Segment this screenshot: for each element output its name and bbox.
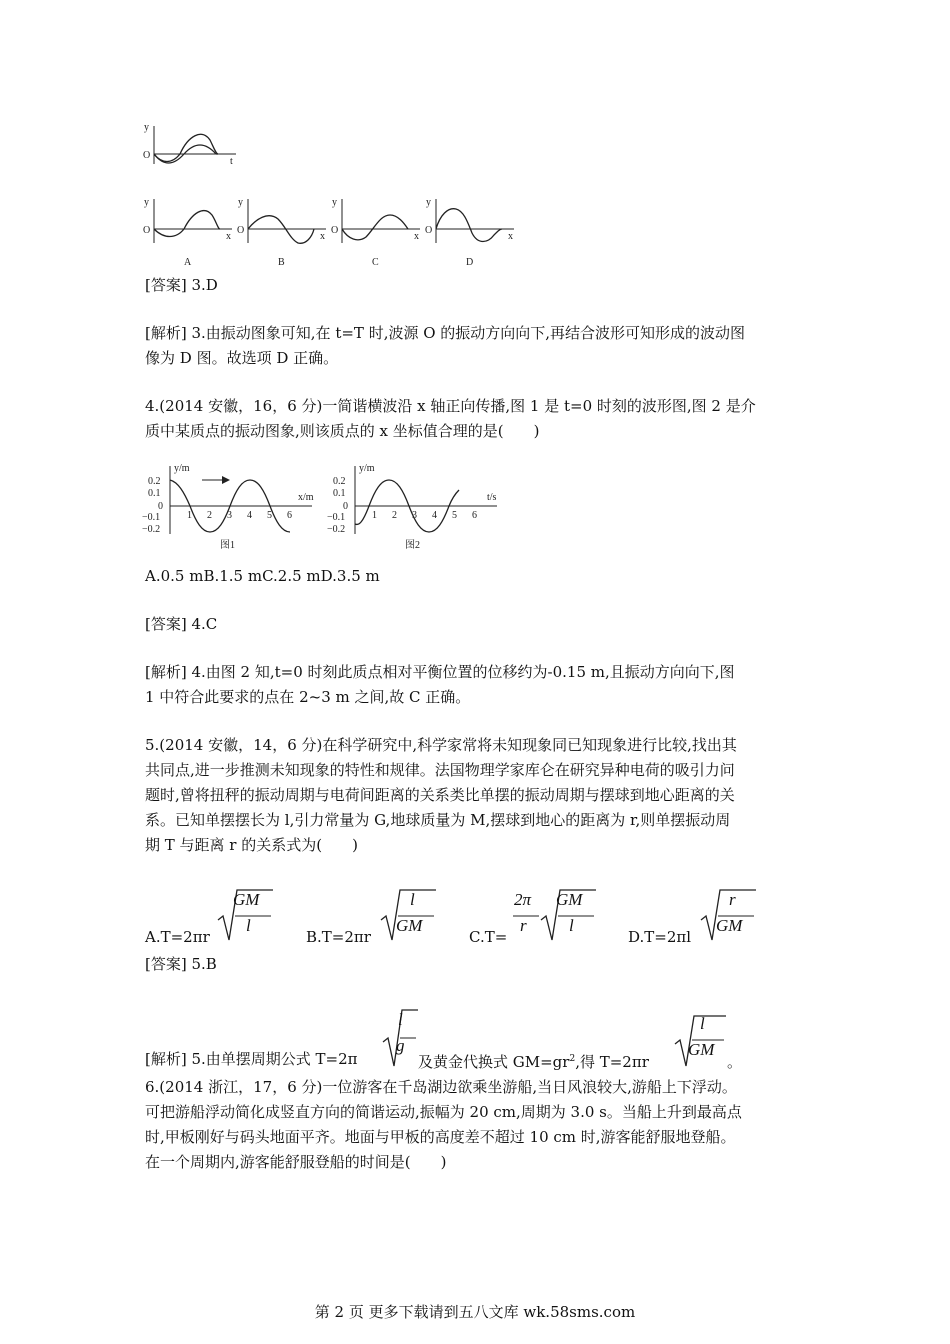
axis-label: x: [226, 231, 231, 242]
q4-stem-line1: 4.(2014 安徽，16，6 分)一简谐横波沿 x 轴正向传播,图 1 是 t=0 时刻的波形图,图 2 是介: [145, 397, 756, 415]
q3-fig-a: [143, 197, 232, 268]
x-tick: 6: [287, 510, 292, 521]
y-tick: −0.2: [142, 524, 161, 535]
option-label: D: [466, 257, 474, 268]
q4-figure-2: [325, 462, 505, 552]
y-tick: 0.2: [148, 476, 161, 487]
option-label: A: [184, 257, 192, 268]
x-tick: 2: [207, 510, 212, 521]
q3-answer: [答案] 3.D: [145, 276, 218, 294]
q3-analysis-line2: 像为 D 图。故选项 D 正确。: [145, 349, 339, 367]
page-footer: 第 2 页 更多下载请到五八文库 wk.58sms.com: [314, 1303, 636, 1321]
origin-label: O: [143, 225, 151, 236]
y-tick: 0: [158, 501, 163, 512]
figure-caption: 图1: [220, 540, 235, 551]
origin-label: O: [143, 150, 151, 161]
q5-option-b-prefix: B.T=2πr: [306, 928, 371, 946]
x-tick: 1: [372, 510, 377, 521]
q3-fig-c: [331, 197, 420, 268]
q5-stem-line3: 题时,曾将扭秤的振动周期与电荷间距离的关系类比单摆的振动周期与摆球到地心距离的关: [145, 786, 735, 804]
q4-analysis-line1: [解析] 4.由图 2 知,t=0 时刻此质点相对平衡位置的位移约为-0.15 m,且振动方向向下,图: [145, 663, 735, 681]
axis-label: x: [414, 231, 419, 242]
q3-options-figures: [140, 193, 520, 271]
axis-label: x: [320, 231, 325, 242]
q5-option-c-den: l: [569, 916, 574, 935]
x-tick: 1: [187, 510, 192, 521]
y-axis-label: y/m: [174, 463, 190, 474]
q5-option-a-prefix: A.T=2πr: [145, 928, 210, 946]
q6-stem-line3: 时,甲板刚好与码头地面平齐。地面与甲板的高度差不超过 10 cm 时,游客能舒服地登船。: [145, 1128, 736, 1146]
x-tick: 5: [452, 510, 457, 521]
x-tick: 4: [247, 510, 252, 521]
analysis-text: ,得 T=2πr: [575, 1053, 649, 1071]
x-tick: 2: [392, 510, 397, 521]
q6-stem-line4: 在一个周期内,游客能舒服登船的时间是( ): [145, 1153, 447, 1171]
q5-stem-line1: 5.(2014 安徽，14，6 分)在科学研究中,科学家常将未知现象同已知现象进行比较,找出其: [145, 736, 737, 754]
y-tick: 0.1: [333, 488, 346, 499]
q5-option-a-num: GM: [233, 890, 260, 909]
q5-answer: [答案] 5.B: [145, 955, 217, 973]
q5-option-d-num: r: [729, 890, 736, 909]
q5-option-c-num: GM: [556, 890, 583, 909]
q4-analysis-line2: 1 中符合此要求的点在 2~3 m 之间,故 C 正确。: [145, 688, 471, 706]
y-tick: 0.2: [333, 476, 346, 487]
q5-stem-line2: 共同点,进一步推测未知现象的特性和规律。法国物理学家库仑在研究异种电荷的吸引力问: [145, 761, 735, 779]
superscript: 2: [569, 1054, 576, 1064]
q5-analysis-mid: [418, 1047, 649, 1074]
x-tick: 3: [227, 510, 232, 521]
axis-label: x: [508, 231, 513, 242]
y-tick: 0.1: [148, 488, 161, 499]
q4-answer: [答案] 4.C: [145, 615, 218, 633]
analysis-text: 及黄金代换式 GM=gr: [418, 1053, 570, 1071]
x-axis-label: x/m: [298, 492, 314, 503]
q5-analysis-end: 。: [727, 1053, 743, 1071]
y-tick: 0: [343, 501, 348, 512]
x-tick: 6: [472, 510, 477, 521]
q5-option-c-coef-num: 2π: [514, 890, 532, 909]
q6-stem-line2: 可把游船浮动简化成竖直方向的简谐运动,振幅为 20 cm,周期为 3.0 s。当船上升到最高点: [145, 1103, 742, 1121]
y-tick: −0.2: [327, 524, 346, 535]
q5-option-c-coef-den: r: [520, 916, 527, 935]
q3-figure-top: [140, 120, 240, 168]
q4-options: A.0.5 mB.1.5 mC.2.5 mD.3.5 m: [145, 567, 380, 585]
axis-label: t: [230, 156, 233, 167]
y-tick: −0.1: [327, 512, 346, 523]
y-tick: −0.1: [142, 512, 161, 523]
q5-option-b-den: GM: [396, 916, 423, 935]
option-label: B: [278, 257, 285, 268]
axis-label: y: [332, 197, 337, 208]
y-axis-label: y/m: [359, 463, 375, 474]
origin-label: O: [237, 225, 245, 236]
q5-stem-line5: 期 T 与距离 r 的关系式为( ): [145, 836, 358, 854]
q3-fig-b: [237, 197, 326, 268]
q3-fig-d: [425, 197, 514, 268]
q5-stem-line4: 系。已知单摆摆长为 l,引力常量为 G,地球质量为 M,摆球到地心的距离为 r,则单摆振动周: [145, 811, 731, 829]
x-tick: 3: [412, 510, 417, 521]
axis-label: y: [238, 197, 243, 208]
q5-option-d-den: GM: [716, 916, 743, 935]
axis-label: y: [144, 122, 149, 133]
q4-figure-1: [140, 462, 320, 552]
q5-option-d-prefix: D.T=2πl: [628, 928, 692, 946]
q5-analysis-f2-den: GM: [688, 1040, 715, 1059]
q5-option-c-prefix: C.T=: [469, 928, 508, 946]
origin-label: O: [331, 225, 339, 236]
q3-analysis-line1: [解析] 3.由振动图象可知,在 t=T 时,波源 O 的振动方向向下,再结合波形可知形成的波动图: [145, 324, 746, 342]
q5-analysis-prefix: [解析] 5.由单摆周期公式 T=2π: [145, 1050, 358, 1068]
option-label: C: [372, 257, 379, 268]
q5-option-b-num: l: [410, 890, 415, 909]
q4-stem-line2: 质中某质点的振动图象,则该质点的 x 坐标值合理的是( ): [145, 422, 540, 440]
q5-option-a-den: l: [246, 916, 251, 935]
axis-label: y: [144, 197, 149, 208]
x-axis-label: t/s: [487, 492, 497, 503]
x-tick: 4: [432, 510, 437, 521]
q6-stem-line1: 6.(2014 浙江，17，6 分)一位游客在千岛湖边欲乘坐游船,当日风浪较大,游船上下浮动。: [145, 1078, 737, 1096]
q5-analysis-f2-num: l: [700, 1014, 705, 1033]
figure-caption: 图2: [405, 540, 420, 551]
x-tick: 5: [267, 510, 272, 521]
q5-analysis-f1-num: l: [398, 1010, 403, 1029]
axis-label: y: [426, 197, 431, 208]
origin-label: O: [425, 225, 433, 236]
q5-analysis-f1-den: g: [396, 1036, 405, 1055]
